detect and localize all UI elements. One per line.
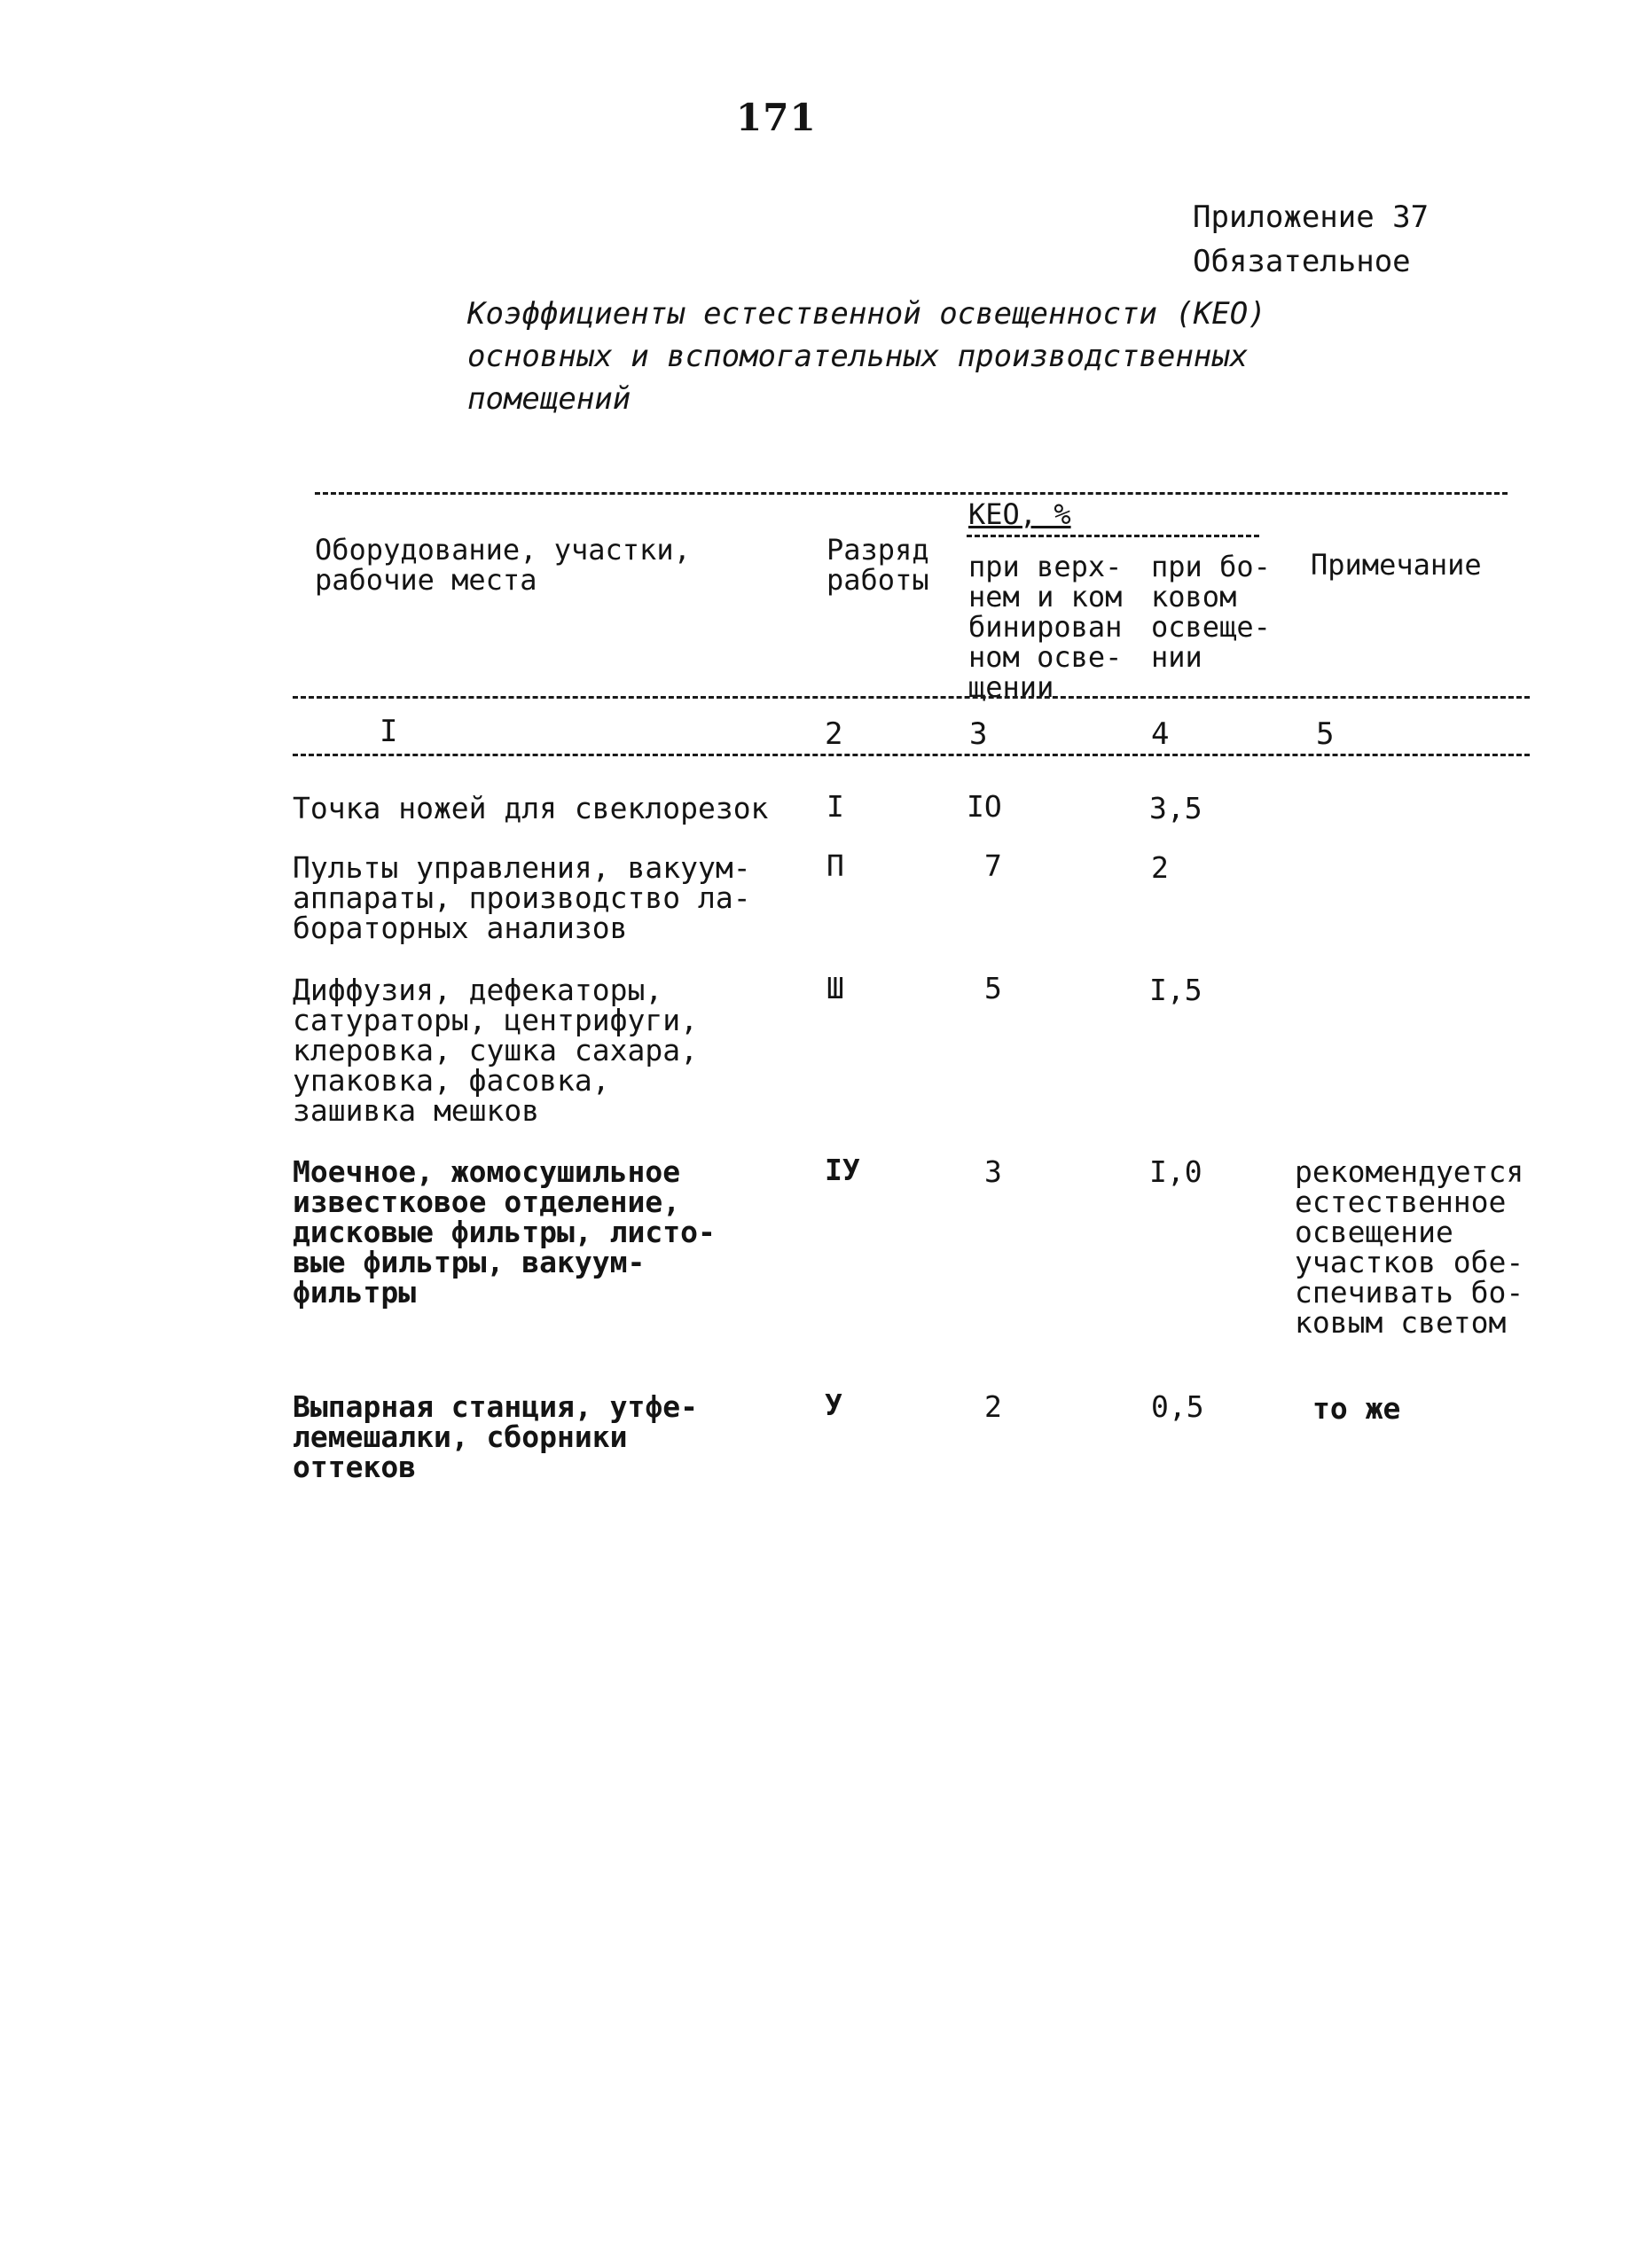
row-equipment: Диффузия, дефекаторы, сатураторы, центрифуги, клеровка, сушка сахара, упаковка, фасовка, зашивка мешков [293, 973, 698, 1128]
header-bottom-rule [293, 696, 1530, 699]
row-keo-side: I,5 [1149, 973, 1202, 1007]
row-equipment: Моечное, жомосушильное известковое отделение, дисковые фильтры, листо- вые фильтры, вакуум- фильтры [293, 1154, 716, 1310]
column-number-3: 3 [969, 716, 988, 752]
header-keo-group: КЕО, % [968, 497, 1071, 531]
table-top-rule [315, 492, 1508, 495]
column-number-4: 4 [1151, 716, 1170, 752]
row-keo-side: 2 [1151, 850, 1169, 885]
header-keo-side: при бо- ковом освеще- нии [1151, 550, 1271, 674]
page-number: 171 [736, 96, 817, 139]
row-keo-side: I,0 [1149, 1154, 1202, 1189]
column-number-5: 5 [1316, 716, 1335, 752]
row-category: I [826, 789, 844, 824]
row-note: то же [1312, 1391, 1401, 1426]
column-number-1: I [380, 714, 398, 749]
row-category: IУ [825, 1153, 860, 1187]
row-equipment: Выпарная станция, утфе- лемешалки, сборники оттеков [293, 1389, 698, 1484]
column-number-2: 2 [825, 716, 843, 752]
header-category: Разряд работы [826, 533, 929, 597]
appendix-label: Приложение 37 [1193, 199, 1430, 235]
row-keo-top: IO [967, 789, 1002, 824]
row-equipment: Точка ножей для свеклорезок [293, 791, 769, 825]
row-equipment: Пульты управления, вакуум- аппараты, производство ла- бораторных анализов [293, 850, 751, 945]
header-equipment: Оборудование, участки, рабочие места [315, 533, 691, 597]
column-numbers-rule [293, 754, 1530, 756]
row-keo-top: 7 [984, 849, 1002, 883]
header-keo-top: при верх- нем и ком бинирован ном осве- щении [968, 550, 1123, 704]
keo-group-rule [967, 535, 1259, 537]
appendix-status: Обязательное [1193, 244, 1411, 279]
row-keo-top: 5 [984, 971, 1002, 1005]
row-category: Ш [826, 971, 844, 1005]
row-note: рекомендуется естественное освещение участков обе- спечивать бо- ковым светом [1295, 1154, 1524, 1340]
document-title: Коэффициенты естественной освещенности (КЕО) основных и вспомогательных производственных помещений [467, 296, 1266, 417]
row-category: У [825, 1388, 842, 1422]
row-category: П [826, 849, 844, 883]
row-keo-top: 3 [984, 1154, 1002, 1189]
row-keo-top: 2 [984, 1389, 1002, 1424]
row-keo-side: 0,5 [1151, 1389, 1204, 1424]
header-note: Примечание [1311, 548, 1482, 582]
appendix-block [1193, 195, 1429, 284]
row-keo-side: 3,5 [1149, 791, 1202, 825]
